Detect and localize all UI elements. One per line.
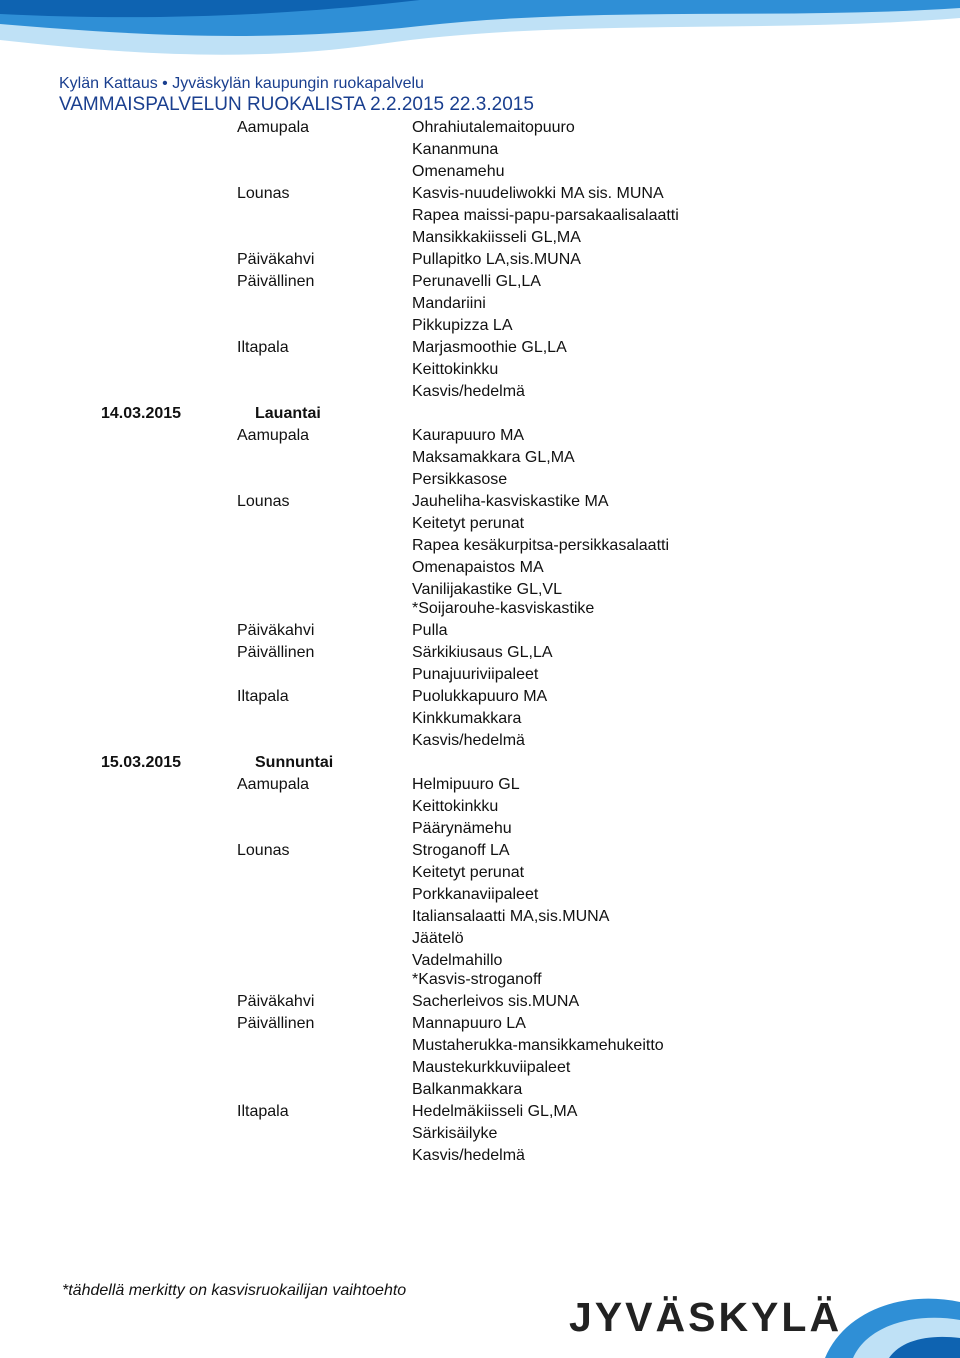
dish-item: Kananmuna [412,141,499,158]
dish-item: Rapea maissi-papu-parsakaalisalaatti [412,207,679,224]
meal-label: Päiväkahvi [237,251,315,268]
dish-item: Stroganoff LA [412,842,510,859]
dish-item: Balkanmakkara [412,1081,523,1098]
dish-item: Pikkupizza LA [412,317,513,334]
dish-item: Kaurapuuro MA [412,427,525,444]
dish-item: Persikkasose [412,471,508,488]
meal-label: Päivällinen [237,644,315,661]
dish-item: Kasvis/hedelmä [412,732,525,749]
dish-item: Mansikkakiisseli GL,MA [412,229,581,246]
logo-text: JYVÄSKYLÄ [569,1294,843,1340]
menu-title: VAMMAISPALVELUN RUOKALISTA 2.2.2015 22.3.2015 [59,94,534,115]
dish-item: Ohrahiutalemaitopuuro [412,119,575,136]
dish-item: Rapea kesäkurpitsa-persikkasalaatti [412,537,670,554]
dish-item: Porkkanaviipaleet [412,886,539,903]
dish-item: Jäätelö [412,930,464,947]
dish-item: Punajuuriviipaleet [412,666,539,683]
footnote: *tähdellä merkitty on kasvisruokailijan vaihtoehto [62,1282,407,1299]
meal-label: Päiväkahvi [237,993,315,1010]
meal-label: Iltapala [237,339,289,356]
dish-item: Vadelmahillo [412,952,503,969]
dish-item: Maustekurkkuviipaleet [412,1059,571,1076]
meal-label: Päiväkahvi [237,622,315,639]
dish-item: Helmipuuro GL [412,776,520,793]
dish-item: *Soijarouhe-kasviskastike [412,600,595,617]
dish-item: Kasvis/hedelmä [412,1147,525,1164]
dish-item: Kasvis/hedelmä [412,383,525,400]
day-date: 15.03.2015 [101,754,182,771]
dish-item: Mandariini [412,295,486,312]
meal-label: Päivällinen [237,273,315,290]
dish-item: Omenapaistos MA [412,559,544,576]
jyvaskyla-logo [565,1290,960,1358]
dish-item: Hedelmäkiisseli GL,MA [412,1103,578,1120]
meal-label: Aamupala [237,776,310,793]
dish-item: Särkikiusaus GL,LA [412,644,553,661]
dish-item: Kasvis-nuudeliwokki MA sis. MUNA [412,185,664,202]
dish-item: Puolukkapuuro MA [412,688,548,705]
dish-item: Jauheliha-kasviskastike MA [412,493,609,510]
meal-label: Lounas [237,493,290,510]
meal-label: Aamupala [237,427,310,444]
dish-item: Mustaherukka-mansikkamehukeitto [412,1037,664,1054]
dish-item: Vanilijakastike GL,VL [412,581,562,598]
dish-item: Italiansalaatti MA,sis.MUNA [412,908,610,925]
dish-item: Päärynämehu [412,820,512,837]
dish-item: Keittokinkku [412,798,499,815]
meal-label: Lounas [237,842,290,859]
dish-item: Pulla [412,622,448,639]
meal-label: Iltapala [237,1103,289,1120]
dish-item: Keitetyt perunat [412,515,525,532]
day-name: Sunnuntai [255,754,334,771]
dish-item: Marjasmoothie GL,LA [412,339,567,356]
meal-label: Iltapala [237,688,289,705]
day-date: 14.03.2015 [101,405,182,422]
day-name: Lauantai [255,405,321,422]
dish-item: Perunavelli GL,LA [412,273,541,290]
meal-label: Aamupala [237,119,310,136]
jyvaskyla-swirl-icon [805,1290,960,1358]
dish-item: Keittokinkku [412,361,499,378]
dish-item: *Kasvis-stroganoff [412,971,542,988]
dish-item: Särkisäilyke [412,1125,498,1142]
dish-item: Pullapitko LA,sis.MUNA [412,251,581,268]
dish-item: Sacherleivos sis.MUNA [412,993,580,1010]
meal-label: Lounas [237,185,290,202]
meal-label: Päivällinen [237,1015,315,1032]
organization-line: Kylän Kattaus • Jyväskylän kaupungin ruokapalvelu [59,75,424,92]
dish-item: Kinkkumakkara [412,710,522,727]
dish-item: Keitetyt perunat [412,864,525,881]
dish-item: Omenamehu [412,163,505,180]
dish-item: Maksamakkara GL,MA [412,449,575,466]
dish-item: Mannapuuro LA [412,1015,526,1032]
